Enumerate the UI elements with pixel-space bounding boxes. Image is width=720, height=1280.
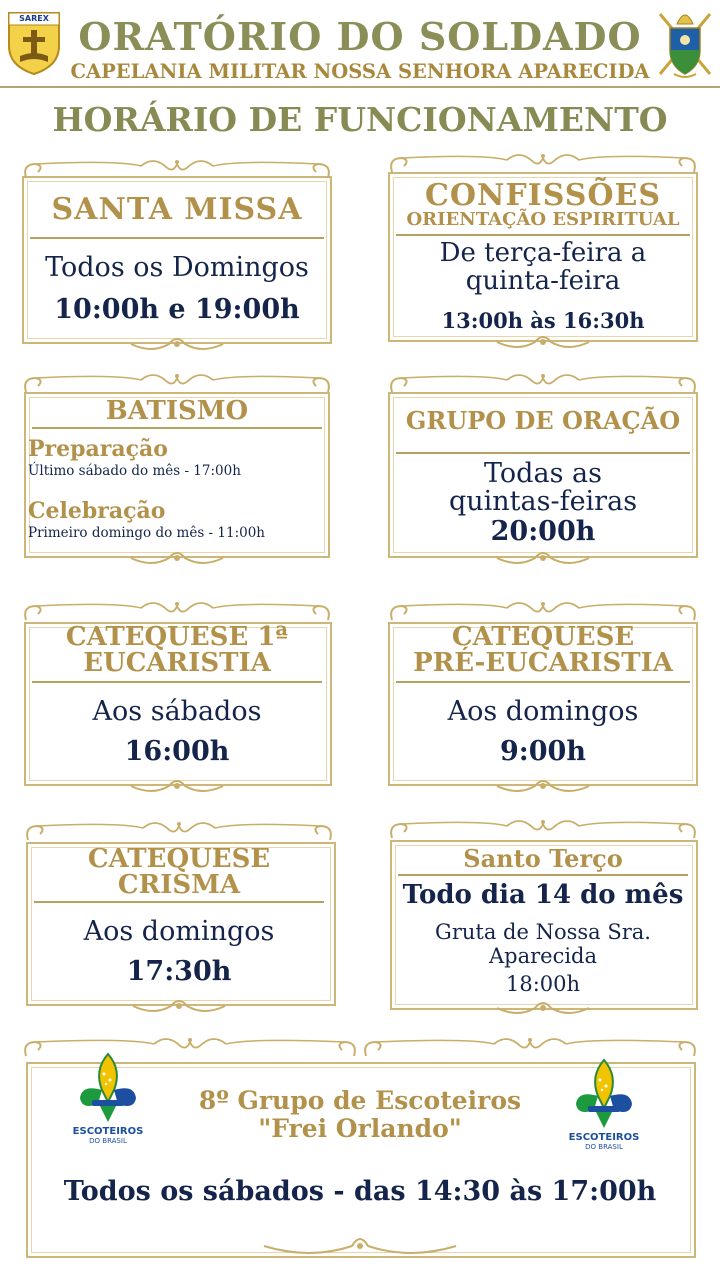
card-santo-terco (386, 816, 700, 1026)
card-title-1: CATEQUESE (87, 844, 271, 874)
ornament-bottom (127, 546, 227, 570)
ornament-top (20, 156, 334, 180)
ornament-top (386, 150, 700, 174)
ornament-top (386, 370, 700, 394)
ornament-top (20, 598, 334, 622)
card-title: Santo Terço (463, 844, 623, 873)
ornament-top (22, 818, 336, 842)
ornament-bottom (493, 546, 593, 570)
ornament-bottom (127, 774, 227, 798)
card-line-1: Todos os Domingos (45, 252, 309, 283)
card-rule (398, 874, 688, 876)
logo-text-1: ESCOTEIROS (568, 1132, 640, 1143)
card-rule (30, 237, 324, 239)
card-title-1: CATEQUESE 1ª (65, 622, 289, 652)
cel-label: Celebração (28, 498, 166, 524)
card-escoteiros (20, 1034, 700, 1274)
card-grupo-oracao (386, 370, 700, 574)
card-title: GRUPO DE ORAÇÃO (405, 406, 681, 435)
card-catequese-eucaristia (20, 598, 334, 802)
prep-text: Último sábado do mês - 17:00h (28, 463, 241, 479)
section-title: HORÁRIO DE FUNCIONAMENTO (52, 100, 668, 139)
header-divider (0, 86, 720, 88)
card-line-2: 16:00h (124, 736, 230, 767)
logo-text-1: ESCOTEIROS (72, 1126, 144, 1137)
ornament-bottom (493, 774, 593, 798)
card-subtitle: ORIENTAÇÃO ESPIRITUAL (406, 209, 680, 230)
ornament-bottom (493, 330, 593, 354)
ornament-top-right (360, 1034, 700, 1058)
card-title-2: CRISMA (117, 870, 241, 900)
card-rule (34, 901, 324, 903)
card-line-2: quintas-feiras (448, 486, 638, 517)
card-rule (32, 681, 322, 683)
card-line-1: Aos domingos (447, 696, 639, 727)
ornament-bottom (129, 994, 229, 1018)
escoteiros-schedule: Todos os sábados - das 14:30 às 17:00h (63, 1176, 657, 1207)
card-line-2: 17:30h (126, 956, 232, 987)
card-line-3: 20:00h (490, 516, 596, 547)
card-line-1: Todas as (484, 458, 602, 489)
card-line-1: Aos domingos (83, 916, 275, 947)
card-title-1: CATEQUESE (451, 622, 635, 652)
card-line-1: Aos sábados (92, 696, 262, 727)
card-line-2: quinta-feira (465, 266, 621, 296)
card-title: SANTA MISSA (51, 192, 303, 227)
header-title: ORATÓRIO DO SOLDADO (78, 14, 642, 59)
card-confissoes (386, 150, 700, 352)
ornament-top (386, 598, 700, 622)
card-catequese-crisma (22, 818, 336, 1022)
ornament-top (20, 370, 334, 394)
card-line-1: Todo dia 14 do mês (402, 880, 684, 910)
card-title: BATISMO (105, 396, 249, 426)
card-line-2: 10:00h e 19:00h (54, 294, 300, 325)
ornament-bottom (127, 332, 227, 356)
card-catequese-pre-eucaristia (386, 598, 700, 802)
prep-label: Preparação (28, 436, 168, 462)
sarex-logo-text: SAREX (19, 14, 49, 23)
logo-text-2: DO BRASIL (89, 1137, 127, 1145)
card-title: CONFISSÕES (424, 178, 662, 213)
card-line-2: 9:00h (500, 736, 586, 767)
ornament-top (386, 816, 700, 840)
card-line-4: 18:00h (505, 972, 581, 996)
card-line-3: 13:00h às 16:30h (441, 308, 645, 333)
escoteiros-title-2: "Frei Orlando" (258, 1114, 462, 1143)
card-batismo (20, 370, 334, 570)
card-title-2: PRÉ-EUCARISTIA (413, 648, 673, 678)
cel-text: Primeiro domingo do mês - 11:00h (28, 525, 266, 541)
card-line-1: De terça-feira a (439, 238, 647, 268)
header-subtitle: CAPELANIA MILITAR NOSSA SENHORA APARECIDA (70, 60, 650, 83)
ornament-bottom (493, 996, 593, 1020)
ornament-bottom (260, 1230, 460, 1262)
card-santa-missa (20, 156, 334, 352)
card-rule (396, 452, 690, 454)
logo-text-2: DO BRASIL (585, 1143, 623, 1151)
card-line-2: Gruta de Nossa Sra. (435, 920, 651, 944)
escoteiros-title-1: 8º Grupo de Escoteiros (198, 1086, 522, 1115)
card-rule (32, 427, 322, 429)
card-title-2: EUCARISTIA (83, 648, 271, 678)
card-rule (396, 681, 690, 683)
card-line-3: Aparecida (488, 944, 598, 968)
card-rule (396, 234, 690, 236)
